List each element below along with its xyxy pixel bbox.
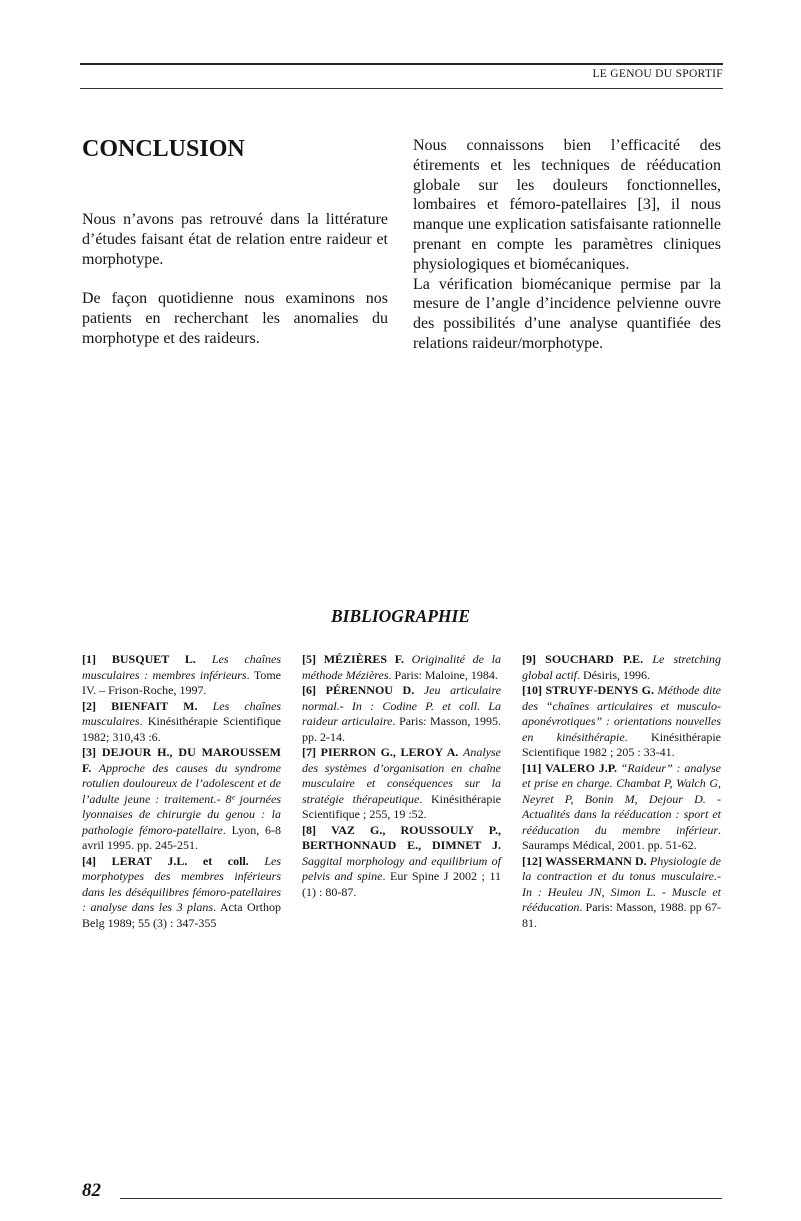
bibliography-title: BIBLIOGRAPHIE (330, 606, 471, 626)
reference-item (82, 854, 281, 932)
reference-title: Physiologie de la contraction et du tonus musculaire.- In : Heuleu JN, Simon L. - Muscle et rééducation (522, 853, 722, 914)
conclusion-paragraph-2: De façon quotidienne nous examinons nos patients en recherchant les anomalies du morphotype et des raideurs. (82, 290, 388, 347)
reference-title: Les morphotypes des membres inférieurs dans les déséquilibres fémoro-patellaires : analyse dans les 3 plans (82, 853, 282, 914)
reference-number: [11] (522, 760, 542, 775)
reference-item (82, 745, 281, 854)
reference-authors: VALERO J.P. (545, 760, 617, 775)
reference-item (82, 652, 281, 699)
reference-authors: WASSERMANN D. (545, 853, 647, 868)
reference-details: . Désiris, 1996. (577, 667, 650, 682)
reference-authors: STRUYF-DENYS G. (545, 683, 655, 697)
reference-number: [7] (302, 745, 316, 759)
reference-item (82, 699, 281, 746)
running-head: LE GENOU DU SPORTIF (592, 68, 723, 80)
reference-number: [3] (82, 745, 96, 759)
reference-number: [12] (522, 853, 542, 868)
reference-title: Approche des causes du syndrome rotulien douloureux de l’adolescent et de l’adulte jeune : traitement.- 8ᵉ journées lyonnaises de chirurgie du genou : la pathologie fémoro-patellaire (82, 760, 281, 837)
reference-details: . Tome IV. – Frison-Roche, 1997. (82, 667, 282, 697)
bibliography-column-2 (302, 652, 501, 900)
reference-title: Originalité de la méthode Mézières (302, 652, 501, 682)
reference-details: . Kinésithérapie Scientifique 1982 ; 205 : 33-41. (522, 729, 721, 759)
reference-title: Saggital morphology and equilibrium of pelvis and spine (302, 853, 501, 883)
reference-item (302, 652, 501, 683)
reference-item (302, 745, 501, 823)
reference-item (302, 683, 501, 745)
conclusion-title: CONCLUSION (82, 136, 245, 162)
reference-details: . Kinésithérapie Scientifique ; 255, 19 :52. (302, 791, 501, 821)
reference-title: Les chaînes musculaires : membres inférieurs (82, 652, 282, 682)
reference-authors: PIERRON G., LEROY A. (320, 745, 459, 759)
reference-authors: VAZ G., ROUSSOULY P., BERTHONNAUD E., DIMNET J. (302, 822, 501, 852)
reference-authors: LERAT J.L. et coll. (111, 853, 249, 868)
reference-title: Jeu articulaire normal.- In : Codine P. et coll. La raideur articulaire (302, 683, 501, 728)
reference-details: . Eur Spine J 2002 ; 11 (1) : 80-87. (302, 869, 501, 899)
reference-item (522, 761, 721, 854)
footer-rule (120, 1198, 722, 1199)
reference-title: Analyse des systèmes d’organisation en chaîne musculaire et conséquences sur la stratégie thérapeutique (302, 745, 502, 806)
conclusion-paragraph-1: Nous n’avons pas retrouvé dans la littérature d’études faisant état de relation entre raideur et morphotype. (82, 211, 388, 268)
reference-authors: MÉZIÈRES F. (323, 652, 404, 666)
reference-details: . Paris: Masson, 1988. pp 67-81. (522, 900, 721, 930)
reference-details: . Paris: Masson, 1995. pp. 2-14. (302, 714, 501, 744)
reference-details: . Lyon, 6-8 avril 1995. pp. 245-251. (82, 822, 281, 852)
reference-item (302, 823, 501, 901)
reference-authors: BUSQUET L. (111, 652, 196, 666)
reference-authors: DEJOUR H., DU MAROUSSEM F. (82, 745, 282, 775)
bibliography-column-1 (82, 652, 281, 931)
reference-authors: SOUCHARD P.E. (545, 652, 644, 666)
reference-number: [9] (522, 652, 536, 666)
reference-details: . Kinésithérapie Scientifique 1982; 310,43 :6. (82, 714, 281, 744)
bibliography-column-3 (522, 652, 721, 931)
header-rule (80, 88, 723, 89)
reference-title: Les chaînes musculaires (82, 698, 281, 728)
top-rule (80, 63, 723, 65)
conclusion-right-column (413, 136, 721, 354)
page-number: 82 (82, 1180, 101, 1201)
reference-details: . Sauramps Médical, 2001. pp. 51-62. (522, 822, 721, 852)
reference-title: Le stretching global actif (522, 652, 722, 682)
reference-details: . Acta Orthop Belg 1989; 55 (3) : 347-355 (82, 900, 281, 930)
reference-authors: PÉRENNOU D. (325, 683, 415, 697)
reference-item (522, 652, 721, 683)
reference-number: [2] (82, 698, 96, 713)
reference-title: Méthode dite des “chaînes articulaires et musculo-aponévrotiques” : orientations nouvelles en kinésithérapie (522, 683, 721, 744)
conclusion-paragraph-4: La vérification biomécanique permise par la mesure de l’angle d’incidence pelvienne ouvre des possibilités d’une analyse quantifiée des relations raideur/morphotype. (413, 275, 721, 352)
reference-item (522, 683, 721, 761)
reference-number: [1] (82, 652, 96, 666)
reference-title: “Raideur” : analyse et prise en charge. Chambat P, Walch G, Neyret P, Bonin M, Dejour D. - Actualités dans la rééducation : sport et rééducation du membre inférieur (522, 760, 721, 837)
conclusion-left-column (82, 134, 388, 349)
reference-number: [6] (302, 683, 316, 697)
reference-number: [4] (82, 853, 96, 868)
reference-number: [8] (302, 822, 316, 837)
conclusion-paragraph-3: Nous connaissons bien l’efficacité des étirements et les techniques de rééducation globale sur les douleurs fonctionnelles, lombaires et fémoro-patellaires [3], il nous manque une explication satisfaisante rationnelle prenant en compte les paramètres cliniques physiologiques et biomécaniques. (413, 137, 721, 273)
reference-details: . Paris: Maloine, 1984. (388, 667, 498, 682)
reference-item (522, 854, 721, 932)
reference-number: [5] (302, 652, 316, 666)
reference-number: [10] (522, 683, 542, 697)
reference-authors: BIENFAIT M. (111, 698, 198, 713)
